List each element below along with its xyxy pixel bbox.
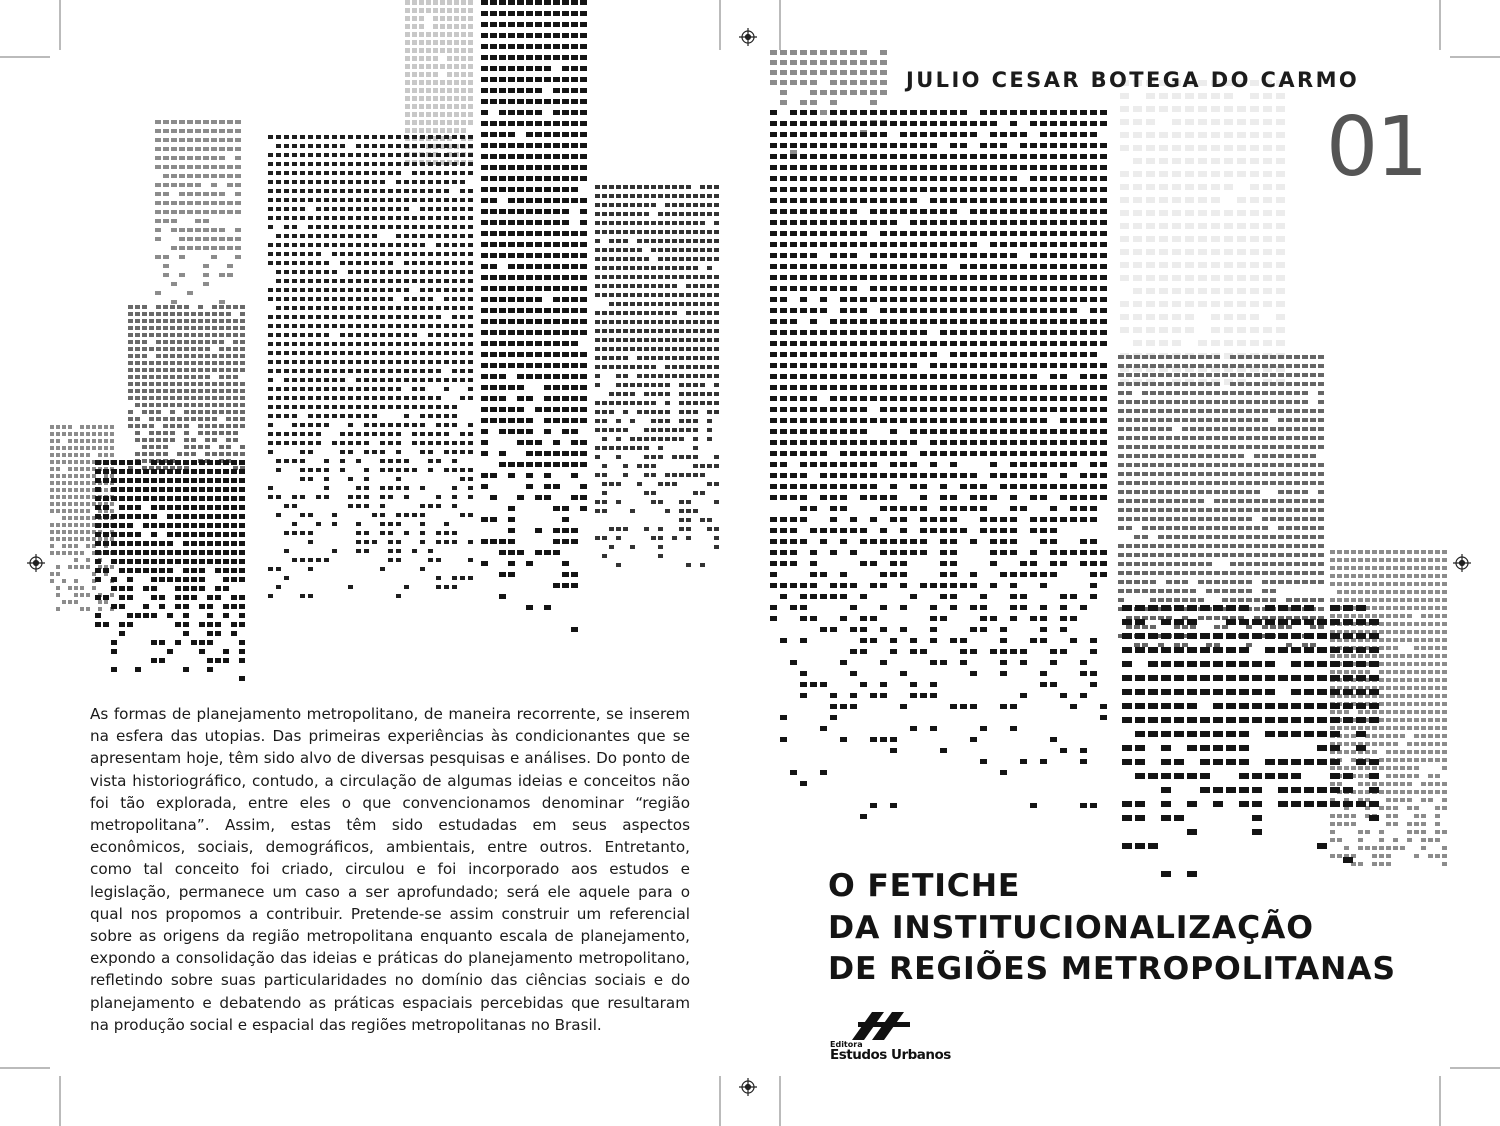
front-cover <box>750 0 1500 1126</box>
building-windows <box>155 120 241 304</box>
publisher-logo <box>830 1010 960 1066</box>
publisher-logo-icon <box>850 1010 920 1042</box>
building-windows <box>770 110 1107 819</box>
building-windows <box>595 185 719 567</box>
title-line-2: DA INSTITUCIONALIZAÇÃO <box>828 909 1314 946</box>
title-line-1: O FETICHE <box>828 868 1021 904</box>
volume-number: 01 <box>1326 100 1427 195</box>
author-name: JULIO CESAR BOTEGA DO CARMO <box>906 68 1360 92</box>
book-title <box>828 866 1396 991</box>
building-windows <box>1118 355 1324 647</box>
building-windows <box>770 50 887 155</box>
publisher-name: Estudos Urbanos <box>830 1047 951 1063</box>
building-windows <box>405 0 473 165</box>
title-line-3: DE REGIÕES METROPOLITANAS <box>828 951 1396 987</box>
building-windows <box>481 0 587 632</box>
building-windows <box>268 135 473 598</box>
back-cover-description: As formas de planejamento metropolitano, de maneira recorrente, se inserem na esfera das utopias. Das primeiras experiências às condicionantes que se apresentam hoje, têm sido alvo de diversas pesquisas e análises. Do ponto de vista historiográfico, contudo, a circulação de algumas ideias e conceitos não foi tão explorada, entre eles o que convencionamos denominar “região metropolitana”. Assim, estas têm sido estudadas em seus aspectos econômicos, sociais, demográficos, ambientais, entre outros. Entretanto, como tal conceito foi criado, circulou e foi incorporado aos estudos e legislação, permanece um caso a ser aprofundado; será ele aquele para o qual nos propomos a contribuir. Pretende-se assim construir um referencial sobre as origens da região metropolitana enquanto escala de planejamento, expondo a consolidação das ideias e práticas do planejamento metropolitano, refletindo sobre suas particularidades no domínio das ciências sociais e do planejamento e debatendo as práticas espaciais percebidas que resultaram na produção social e espacial das regiões metropolitanas no Brasil. <box>90 705 690 1034</box>
building-windows <box>128 305 245 470</box>
building-windows <box>95 460 245 681</box>
publisher-prefix: Editora <box>830 1040 863 1049</box>
back-cover-skyline-illustration <box>0 0 750 700</box>
building-windows <box>1120 80 1285 385</box>
